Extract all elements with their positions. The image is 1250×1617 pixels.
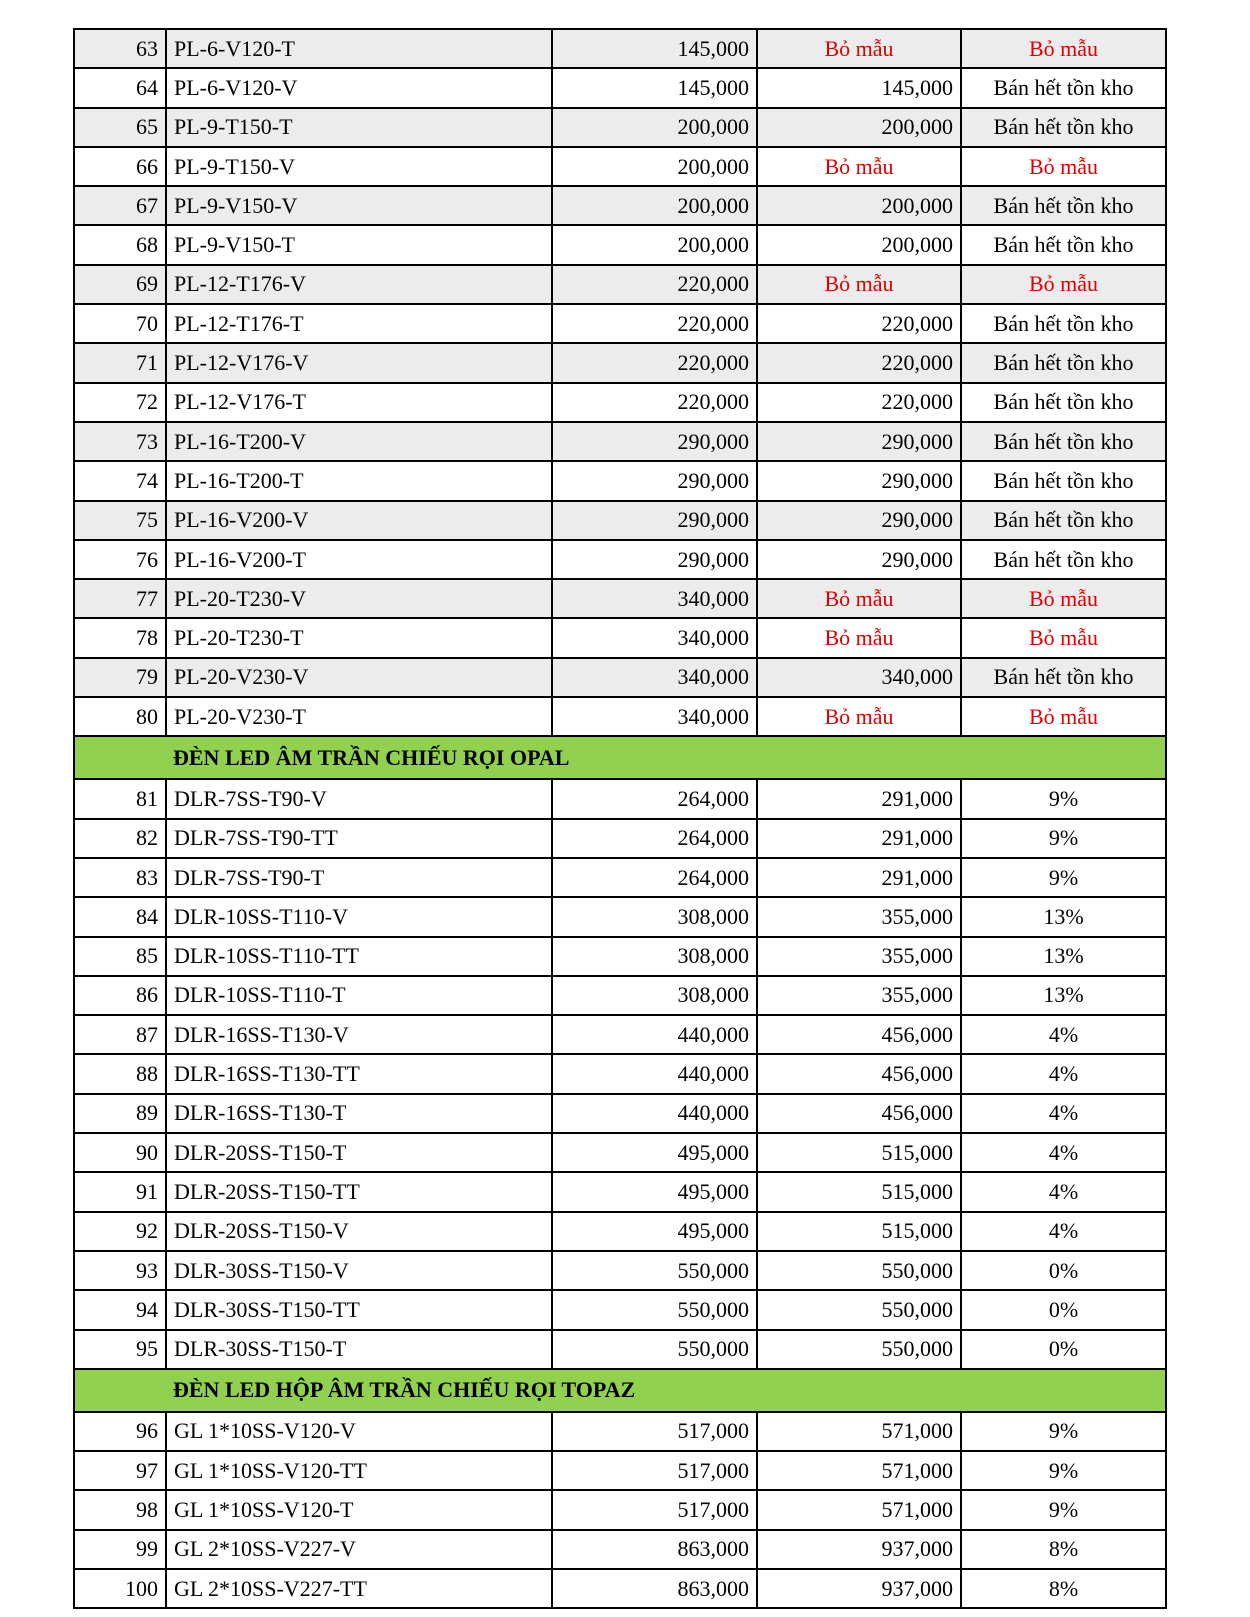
price-cell: 200,000 [552, 108, 757, 147]
section-header-row [74, 1369, 1166, 1412]
status-cell: Bán hết tồn kho [961, 422, 1166, 461]
status-cell: Bán hết tồn kho [961, 501, 1166, 540]
status-cell: 4% [961, 1133, 1166, 1172]
table-row [74, 186, 1166, 225]
status-cell: Bán hết tồn kho [961, 658, 1166, 697]
product-code-cell: DLR-10SS-T110-TT [166, 937, 552, 976]
product-code-cell: DLR-16SS-T130-V [166, 1015, 552, 1054]
product-code-cell: PL-16-V200-T [166, 540, 552, 579]
product-code-cell: GL 1*10SS-V120-V [166, 1412, 552, 1451]
section-header-spacer [74, 736, 166, 779]
price-cell: 220,000 [552, 304, 757, 343]
table-row [74, 1133, 1166, 1172]
table-row [74, 461, 1166, 500]
new-price-cell: 515,000 [757, 1212, 961, 1251]
price-cell: 550,000 [552, 1290, 757, 1329]
price-cell: 290,000 [552, 461, 757, 500]
price-cell: 264,000 [552, 779, 757, 818]
new-price-cell: Bỏ mẫu [757, 618, 961, 657]
product-code-cell: DLR-30SS-T150-T [166, 1330, 552, 1369]
status-cell: 13% [961, 937, 1166, 976]
price-cell: 264,000 [552, 858, 757, 897]
new-price-cell: 200,000 [757, 225, 961, 264]
table-row [74, 779, 1166, 818]
product-code-cell: PL-6-V120-T [166, 29, 552, 68]
new-price-cell: 355,000 [757, 937, 961, 976]
table-row [74, 1569, 1166, 1608]
status-cell: Bỏ mẫu [961, 29, 1166, 68]
row-number-cell: 68 [74, 225, 166, 264]
product-code-cell: PL-12-T176-V [166, 265, 552, 304]
product-code-cell: PL-6-V120-V [166, 68, 552, 107]
row-number-cell: 65 [74, 108, 166, 147]
section-header-spacer [74, 1369, 166, 1412]
new-price-cell: 291,000 [757, 858, 961, 897]
row-number-cell: 77 [74, 579, 166, 618]
price-cell: 517,000 [552, 1412, 757, 1451]
price-cell: 308,000 [552, 937, 757, 976]
price-cell: 308,000 [552, 976, 757, 1015]
product-code-cell: PL-16-T200-V [166, 422, 552, 461]
status-cell: 9% [961, 779, 1166, 818]
row-number-cell: 98 [74, 1490, 166, 1529]
table-row [74, 1054, 1166, 1093]
row-number-cell: 85 [74, 937, 166, 976]
price-cell: 440,000 [552, 1015, 757, 1054]
product-code-cell: DLR-10SS-T110-T [166, 976, 552, 1015]
new-price-cell: Bỏ mẫu [757, 697, 961, 736]
row-number-cell: 63 [74, 29, 166, 68]
status-cell: 8% [961, 1530, 1166, 1569]
row-number-cell: 95 [74, 1330, 166, 1369]
table-row [74, 658, 1166, 697]
new-price-cell: 355,000 [757, 976, 961, 1015]
new-price-cell: 571,000 [757, 1451, 961, 1490]
price-cell: 220,000 [552, 265, 757, 304]
table-row [74, 1212, 1166, 1251]
section-title: ĐÈN LED HỘP ÂM TRẦN CHIẾU RỌI TOPAZ [166, 1369, 1166, 1412]
row-number-cell: 75 [74, 501, 166, 540]
product-code-cell: PL-20-V230-V [166, 658, 552, 697]
new-price-cell: 456,000 [757, 1094, 961, 1133]
table-row [74, 1490, 1166, 1529]
status-cell: Bỏ mẫu [961, 147, 1166, 186]
status-cell: 4% [961, 1212, 1166, 1251]
product-code-cell: DLR-10SS-T110-V [166, 897, 552, 936]
product-code-cell: PL-20-V230-T [166, 697, 552, 736]
price-cell: 440,000 [552, 1054, 757, 1093]
row-number-cell: 70 [74, 304, 166, 343]
status-cell: Bỏ mẫu [961, 265, 1166, 304]
price-cell: 200,000 [552, 186, 757, 225]
product-code-cell: PL-9-T150-T [166, 108, 552, 147]
status-cell: Bán hết tồn kho [961, 343, 1166, 382]
table-row [74, 29, 1166, 68]
status-cell: 4% [961, 1015, 1166, 1054]
price-cell: 517,000 [552, 1451, 757, 1490]
new-price-cell: 220,000 [757, 343, 961, 382]
new-price-cell: 550,000 [757, 1330, 961, 1369]
status-cell: Bán hết tồn kho [961, 68, 1166, 107]
table-row [74, 1015, 1166, 1054]
table-row [74, 540, 1166, 579]
product-code-cell: DLR-7SS-T90-T [166, 858, 552, 897]
product-code-cell: PL-12-V176-V [166, 343, 552, 382]
table-row [74, 1530, 1166, 1569]
table-row [74, 976, 1166, 1015]
product-code-cell: DLR-20SS-T150-TT [166, 1172, 552, 1211]
product-code-cell: DLR-16SS-T130-T [166, 1094, 552, 1133]
table-row [74, 147, 1166, 186]
product-code-cell: GL 2*10SS-V227-TT [166, 1569, 552, 1608]
price-cell: 440,000 [552, 1094, 757, 1133]
price-cell: 495,000 [552, 1172, 757, 1211]
price-cell: 145,000 [552, 29, 757, 68]
table-row [74, 819, 1166, 858]
row-number-cell: 81 [74, 779, 166, 818]
price-cell: 290,000 [552, 540, 757, 579]
status-cell: Bán hết tồn kho [961, 225, 1166, 264]
table-row [74, 858, 1166, 897]
status-cell: 4% [961, 1172, 1166, 1211]
table-row [74, 1330, 1166, 1369]
new-price-cell: 290,000 [757, 461, 961, 500]
status-cell: 9% [961, 858, 1166, 897]
product-code-cell: PL-20-T230-V [166, 579, 552, 618]
row-number-cell: 79 [74, 658, 166, 697]
table-row [74, 304, 1166, 343]
row-number-cell: 91 [74, 1172, 166, 1211]
product-code-cell: PL-9-T150-V [166, 147, 552, 186]
new-price-cell: 220,000 [757, 304, 961, 343]
status-cell: 13% [961, 897, 1166, 936]
price-cell: 517,000 [552, 1490, 757, 1529]
product-code-cell: DLR-30SS-T150-TT [166, 1290, 552, 1329]
status-cell: 9% [961, 1490, 1166, 1529]
price-cell: 340,000 [552, 697, 757, 736]
price-cell: 863,000 [552, 1530, 757, 1569]
table-row [74, 897, 1166, 936]
new-price-cell: Bỏ mẫu [757, 579, 961, 618]
product-code-cell: DLR-20SS-T150-T [166, 1133, 552, 1172]
row-number-cell: 96 [74, 1412, 166, 1451]
status-cell: Bán hết tồn kho [961, 304, 1166, 343]
price-cell: 308,000 [552, 897, 757, 936]
row-number-cell: 74 [74, 461, 166, 500]
product-code-cell: PL-16-V200-V [166, 501, 552, 540]
table-row [74, 265, 1166, 304]
status-cell: Bỏ mẫu [961, 618, 1166, 657]
price-cell: 200,000 [552, 147, 757, 186]
row-number-cell: 84 [74, 897, 166, 936]
price-cell: 340,000 [552, 579, 757, 618]
row-number-cell: 94 [74, 1290, 166, 1329]
table-row [74, 1251, 1166, 1290]
row-number-cell: 64 [74, 68, 166, 107]
new-price-cell: 937,000 [757, 1569, 961, 1608]
table-row [74, 225, 1166, 264]
table-row [74, 697, 1166, 736]
status-cell: Bỏ mẫu [961, 697, 1166, 736]
row-number-cell: 89 [74, 1094, 166, 1133]
product-code-cell: DLR-16SS-T130-TT [166, 1054, 552, 1093]
product-code-cell: PL-20-T230-T [166, 618, 552, 657]
new-price-cell: 220,000 [757, 383, 961, 422]
status-cell: Bán hết tồn kho [961, 108, 1166, 147]
table-row [74, 108, 1166, 147]
new-price-cell: 550,000 [757, 1251, 961, 1290]
section-header-row [74, 736, 1166, 779]
row-number-cell: 72 [74, 383, 166, 422]
table-row [74, 1451, 1166, 1490]
new-price-cell: 291,000 [757, 779, 961, 818]
table-row [74, 1172, 1166, 1211]
status-cell: 9% [961, 819, 1166, 858]
product-code-cell: PL-12-V176-T [166, 383, 552, 422]
row-number-cell: 76 [74, 540, 166, 579]
price-cell: 290,000 [552, 422, 757, 461]
row-number-cell: 88 [74, 1054, 166, 1093]
row-number-cell: 86 [74, 976, 166, 1015]
product-code-cell: DLR-20SS-T150-V [166, 1212, 552, 1251]
table-row [74, 343, 1166, 382]
price-cell: 495,000 [552, 1133, 757, 1172]
price-table-body [74, 29, 1166, 1608]
new-price-cell: 515,000 [757, 1172, 961, 1211]
table-row [74, 422, 1166, 461]
row-number-cell: 80 [74, 697, 166, 736]
status-cell: Bỏ mẫu [961, 579, 1166, 618]
new-price-cell: 456,000 [757, 1015, 961, 1054]
table-row [74, 579, 1166, 618]
price-cell: 340,000 [552, 618, 757, 657]
price-cell: 200,000 [552, 225, 757, 264]
table-row [74, 618, 1166, 657]
new-price-cell: 550,000 [757, 1290, 961, 1329]
product-code-cell: PL-16-T200-T [166, 461, 552, 500]
table-row [74, 501, 1166, 540]
status-cell: 0% [961, 1330, 1166, 1369]
new-price-cell: 571,000 [757, 1412, 961, 1451]
table-row [74, 383, 1166, 422]
row-number-cell: 82 [74, 819, 166, 858]
status-cell: Bán hết tồn kho [961, 540, 1166, 579]
status-cell: 4% [961, 1054, 1166, 1093]
status-cell: Bán hết tồn kho [961, 461, 1166, 500]
product-code-cell: PL-9-V150-V [166, 186, 552, 225]
row-number-cell: 83 [74, 858, 166, 897]
new-price-cell: Bỏ mẫu [757, 29, 961, 68]
product-code-cell: DLR-30SS-T150-V [166, 1251, 552, 1290]
price-cell: 550,000 [552, 1330, 757, 1369]
status-cell: Bán hết tồn kho [961, 383, 1166, 422]
row-number-cell: 69 [74, 265, 166, 304]
new-price-cell: 290,000 [757, 540, 961, 579]
price-cell: 863,000 [552, 1569, 757, 1608]
row-number-cell: 93 [74, 1251, 166, 1290]
row-number-cell: 97 [74, 1451, 166, 1490]
price-cell: 495,000 [552, 1212, 757, 1251]
row-number-cell: 78 [74, 618, 166, 657]
price-cell: 550,000 [552, 1251, 757, 1290]
new-price-cell: 200,000 [757, 108, 961, 147]
table-row [74, 68, 1166, 107]
new-price-cell: 355,000 [757, 897, 961, 936]
new-price-cell: 937,000 [757, 1530, 961, 1569]
new-price-cell: 515,000 [757, 1133, 961, 1172]
table-row [74, 937, 1166, 976]
price-cell: 290,000 [552, 501, 757, 540]
new-price-cell: 571,000 [757, 1490, 961, 1529]
price-cell: 264,000 [552, 819, 757, 858]
status-cell: 0% [961, 1290, 1166, 1329]
status-cell: 9% [961, 1412, 1166, 1451]
price-cell: 340,000 [552, 658, 757, 697]
price-table [73, 28, 1167, 1609]
table-row [74, 1094, 1166, 1133]
new-price-cell: 340,000 [757, 658, 961, 697]
table-row [74, 1412, 1166, 1451]
price-cell: 220,000 [552, 343, 757, 382]
product-code-cell: GL 1*10SS-V120-T [166, 1490, 552, 1529]
product-code-cell: DLR-7SS-T90-TT [166, 819, 552, 858]
new-price-cell: 290,000 [757, 501, 961, 540]
row-number-cell: 99 [74, 1530, 166, 1569]
row-number-cell: 90 [74, 1133, 166, 1172]
new-price-cell: 290,000 [757, 422, 961, 461]
product-code-cell: PL-9-V150-T [166, 225, 552, 264]
new-price-cell: 456,000 [757, 1054, 961, 1093]
status-cell: 4% [961, 1094, 1166, 1133]
new-price-cell: Bỏ mẫu [757, 265, 961, 304]
row-number-cell: 71 [74, 343, 166, 382]
new-price-cell: Bỏ mẫu [757, 147, 961, 186]
price-cell: 220,000 [552, 383, 757, 422]
product-code-cell: GL 2*10SS-V227-V [166, 1530, 552, 1569]
product-code-cell: DLR-7SS-T90-V [166, 779, 552, 818]
row-number-cell: 87 [74, 1015, 166, 1054]
section-title: ĐÈN LED ÂM TRẦN CHIẾU RỌI OPAL [166, 736, 1166, 779]
new-price-cell: 200,000 [757, 186, 961, 225]
price-cell: 145,000 [552, 68, 757, 107]
row-number-cell: 73 [74, 422, 166, 461]
status-cell: 13% [961, 976, 1166, 1015]
table-row [74, 1290, 1166, 1329]
new-price-cell: 145,000 [757, 68, 961, 107]
row-number-cell: 100 [74, 1569, 166, 1608]
row-number-cell: 66 [74, 147, 166, 186]
new-price-cell: 291,000 [757, 819, 961, 858]
row-number-cell: 92 [74, 1212, 166, 1251]
row-number-cell: 67 [74, 186, 166, 225]
product-code-cell: GL 1*10SS-V120-TT [166, 1451, 552, 1490]
status-cell: 0% [961, 1251, 1166, 1290]
status-cell: 8% [961, 1569, 1166, 1608]
product-code-cell: PL-12-T176-T [166, 304, 552, 343]
status-cell: 9% [961, 1451, 1166, 1490]
status-cell: Bán hết tồn kho [961, 186, 1166, 225]
